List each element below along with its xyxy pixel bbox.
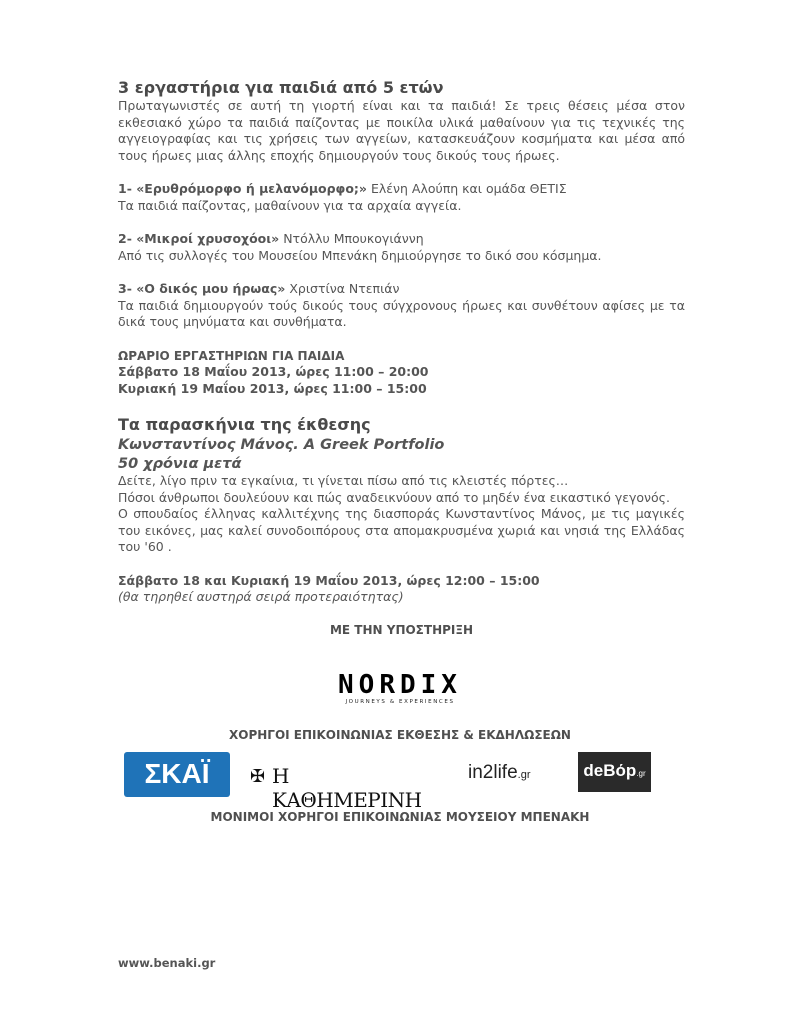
workshop-3-title: 3- «Ο δικός μου ήρωας»: [118, 281, 286, 296]
backstage-note: (θα τηρηθεί αυστηρά σειρά προτεραιότητας): [118, 589, 404, 604]
workshops-title: 3 εργαστήρια για παιδιά από 5 ετών: [118, 78, 444, 97]
nordix-logo-subtext: JOURNEYS & EXPERIENCES: [345, 699, 455, 705]
workshop-1-leader: Ελένη Αλούπη και ομάδα ΘΕΤΙΣ: [367, 181, 567, 196]
skai-logo-text: ΣΚΑΪ: [144, 758, 210, 789]
workshop-2-title: 2- «Μικροί χρυσοχόοι»: [118, 231, 280, 246]
workshop-1-desc: Τα παιδιά παίζοντας, μαθαίνουν για τα αρχαία αγγεία.: [118, 197, 462, 213]
backstage-line-3: Ο σπουδαίος έλληνας καλλιτέχνης της διασποράς Κωνσταντίνος Μάνος, με τις μαγικές του εικόνες, μας καλεί συνοδοιπόρους στα απομακρυσμένα χωριά και νησιά της Ελλάδας του '60 .: [118, 506, 685, 554]
backstage-subtitle-2: 50 χρόνια μετά: [118, 456, 242, 472]
backstage-dates: Σάββατο 18 και Κυριακή 19 Μαΐου 2013, ώρες 12:00 – 15:00: [118, 572, 540, 588]
kathimerini-logo: [250, 762, 442, 812]
backstage-subtitle-1: Κωνσταντίνος Μάνος. A Greek Portfolio: [118, 437, 445, 453]
nordix-logo-text: NORDIX: [338, 670, 462, 700]
permanent-sponsors-title: ΜΟΝΙΜΟΙ ΧΟΡΗΓΟΙ ΕΠΙΚΟΙΝΩΝΙΑΣ ΜΟΥΣΕΙΟΥ ΜΠΕΝΑΚΗ: [210, 810, 590, 824]
backstage-line-1: Δείτε, λίγο πριν τα εγκαίνια, τι γίνεται πίσω από τις κλειστές πόρτες…: [118, 473, 569, 488]
workshop-2-desc: Από τις συλλογές του Μουσείου Μπενάκη δημιούργησε το δικό σου κόσμημα.: [118, 247, 602, 263]
schedule-title: ΩΡΑΡΙΟ ΕΡΓΑΣΤΗΡΙΩΝ ΓΙΑ ΠΑΙΔΙΑ: [118, 348, 345, 363]
workshop-3-leader: Χριστίνα Ντεπιάν: [285, 281, 400, 296]
workshop-1-title: 1- «Ερυθρόμορφο ή μελανόμορφο;»: [118, 181, 367, 196]
media-sponsors-title: ΧΟΡΗΓΟΙ ΕΠΙΚΟΙΝΩΝΙΑΣ ΕΚΘΕΣΗΣ & ΕΚΔΗΛΩΣΕΩΝ: [229, 728, 571, 742]
debop-logo-text: deBόp: [583, 761, 637, 780]
debop-logo-label: [578, 761, 651, 781]
inlife-logo-tld: .gr: [517, 769, 531, 781]
workshop-2-leader: Ντόλλυ Μπουκογιάννη: [279, 231, 424, 246]
kathimerini-emblem-icon: ✠: [250, 766, 266, 787]
debop-logo-tld: .gr: [636, 769, 646, 778]
workshop-1-heading: [118, 181, 685, 198]
inlife-logo: [468, 762, 558, 790]
backstage-title: Τα παρασκήνια της έκθεσης: [118, 415, 371, 434]
workshop-3-desc: Τα παιδιά δημιουργούν τούς δικούς τους σύγχρονους ήρωες και συνθέτουν αφίσες με τα δικά τους μηνύματα και συνθήματα.: [118, 297, 685, 329]
debop-logo: [578, 752, 651, 792]
document-body: [118, 78, 685, 638]
backstage-line-2: Πόσοι άνθρωποι δουλεύουν και πώς αναδεικνύουν από το μηδέν ένα εικαστικό γεγονός.: [118, 489, 670, 505]
skai-logo: [124, 752, 230, 797]
footer-url[interactable]: www.benaki.gr: [118, 956, 216, 970]
schedule-line-2: Κυριακή 19 Μαΐου 2013, ώρες 11:00 – 15:00: [118, 380, 427, 396]
workshops-intro: Πρωταγωνιστές σε αυτή τη γιορτή είναι και τα παιδιά! Σε τρεις θέσεις μέσα στον εκθεσιακό χώρο τα παιδιά παίζοντας με ποικίλα υλικά μαθαίνουν για τις τεχνικές της αγγειογραφίας και τις χρήσεις των αγγείων, κατασκευάζουν κοσμήματα και μέσα από τους ήρωες μιας άλλης εποχής δημιουργούν τους δικούς τους ήρωες.: [118, 98, 685, 163]
kathimerini-logo-text: Η ΚΑΘΗΜΕΡΙΝΗ: [272, 764, 422, 812]
support-title: ΜΕ ΤΗΝ ΥΠΟΣΤΗΡΙΞΗ: [329, 622, 473, 637]
workshop-2-heading: [118, 231, 685, 248]
nordix-logo: [316, 670, 484, 710]
workshop-3-heading: [118, 281, 685, 298]
schedule-line-1: Σάββατο 18 Μαΐου 2013, ώρες 11:00 – 20:00: [118, 364, 429, 379]
inlife-logo-text: in2life: [468, 762, 518, 783]
